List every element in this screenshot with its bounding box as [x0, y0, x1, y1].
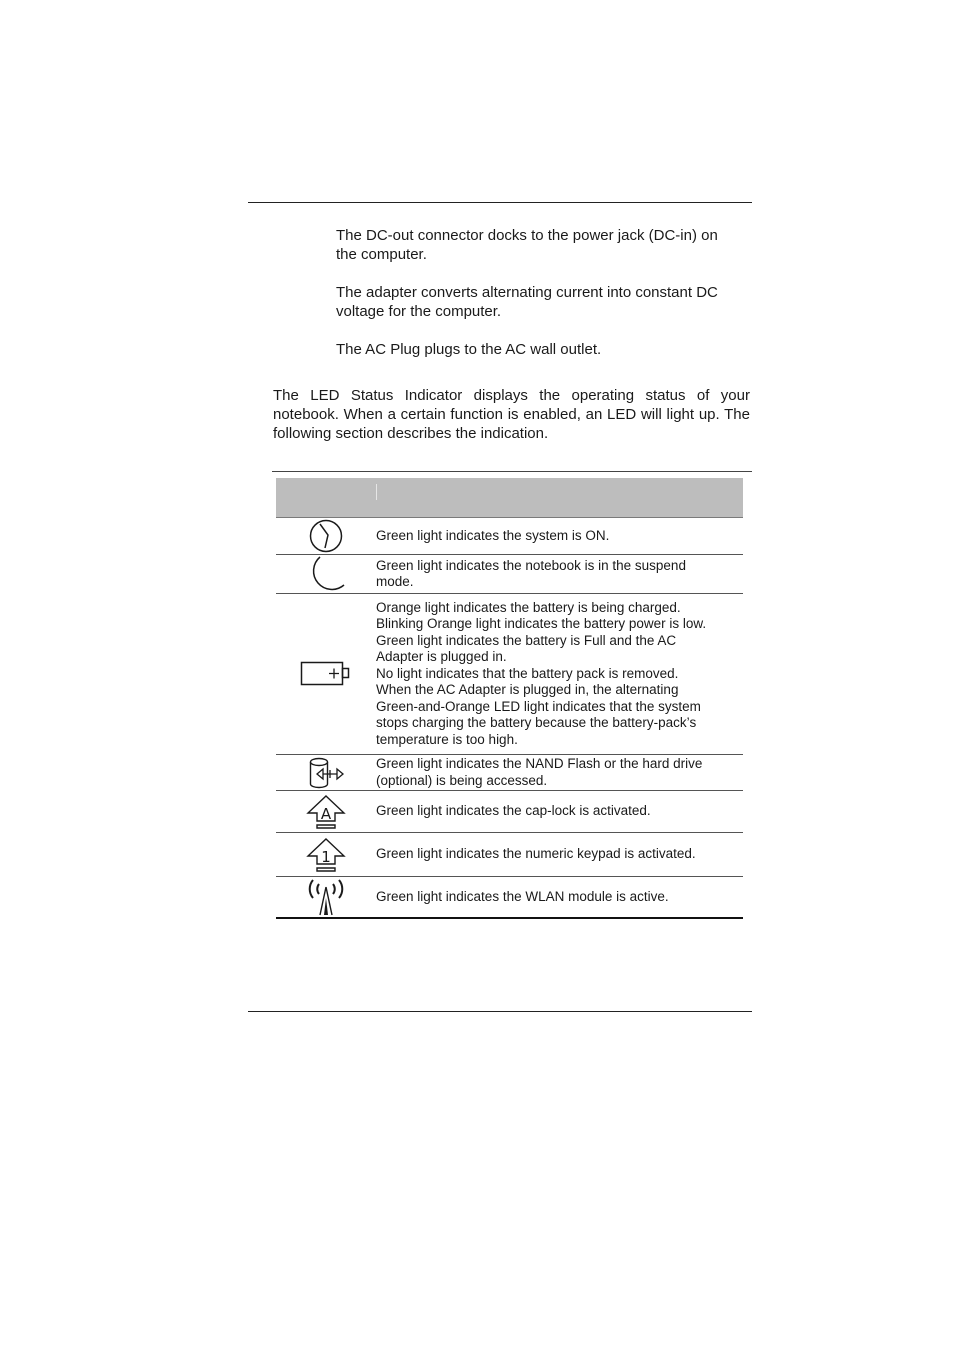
table-header [276, 478, 743, 518]
adapter-description [336, 283, 750, 321]
description-line: (optional) is being accessed. [376, 772, 548, 788]
svg-text:A: A [320, 804, 332, 823]
description-line: temperature is too high. [376, 731, 518, 747]
table-row [276, 518, 743, 555]
description-line: Green light indicates the WLAN module is active. [376, 888, 669, 904]
drive-access-icon [307, 756, 345, 790]
description-line: stops charging the battery because the battery-pack’s [376, 715, 697, 731]
table-row [276, 594, 743, 755]
description-line: When the AC Adapter is plugged in, the alternating [376, 682, 679, 698]
table-row [276, 833, 743, 877]
text-line: The AC Plug plugs to the AC wall outlet. [336, 341, 602, 358]
description-cell [376, 803, 743, 820]
description-cell [376, 558, 743, 591]
led-status-table [276, 478, 743, 919]
ac-plug-description [336, 340, 750, 359]
description-cell [376, 889, 743, 906]
icon-cell [276, 661, 376, 687]
power-icon [308, 518, 344, 554]
description-cell [376, 528, 743, 545]
caps-lock-icon [306, 794, 346, 830]
text-line: the computer. [336, 246, 427, 263]
description-line: No light indicates that the battery pack is removed. [376, 665, 679, 681]
description-line: Green light indicates the cap-lock is activated. [376, 803, 651, 819]
description-line: Green light indicates the system is ON. [376, 527, 610, 543]
header-separator [376, 484, 377, 500]
description-line: Green light indicates the notebook is in the suspend [376, 557, 686, 573]
table-row [276, 791, 743, 833]
battery-icon [300, 661, 352, 687]
description-cell [376, 846, 743, 863]
wlan-icon [306, 878, 346, 916]
text-line: voltage for the computer. [336, 303, 502, 320]
table-top-rule [272, 471, 752, 472]
suspend-moon-icon [306, 555, 346, 593]
bottom-rule [248, 1011, 752, 1012]
table-row [276, 555, 743, 594]
text-line: The adapter converts alternating current into constant DC [336, 284, 718, 301]
table-row [276, 877, 743, 919]
description-cell [376, 756, 743, 789]
description-line: Green light indicates the NAND Flash or the hard drive [376, 756, 703, 771]
description-line: Green light indicates the numeric keypad is activated. [376, 846, 696, 862]
led-intro-paragraph: The LED Status Indicator displays the operating status of your notebook. When a certain function is enabled, an LED will light up. The following section describes the indication. [273, 387, 750, 442]
text-line: The DC-out connector docks to the power jack (DC-in) on [336, 227, 718, 244]
description-line: Orange light indicates the battery is being charged. [376, 599, 681, 615]
icon-cell [276, 837, 376, 873]
description-line: Green-and-Orange LED light indicates that the system [376, 698, 701, 714]
description-cell [376, 600, 743, 749]
icon-cell [276, 878, 376, 916]
table-row [276, 755, 743, 791]
icon-cell [276, 518, 376, 554]
icon-cell [276, 756, 376, 790]
description-line: mode. [376, 574, 414, 589]
icon-cell [276, 794, 376, 830]
dc-out-description [336, 226, 750, 264]
num-lock-icon [306, 837, 346, 873]
description-line: Green light indicates the battery is Full and the AC [376, 632, 677, 648]
icon-cell [276, 555, 376, 593]
description-line: Adapter is plugged in. [376, 649, 507, 665]
svg-text:1: 1 [321, 847, 331, 866]
description-line: Blinking Orange light indicates the battery power is low. [376, 616, 707, 632]
top-rule [248, 202, 752, 203]
